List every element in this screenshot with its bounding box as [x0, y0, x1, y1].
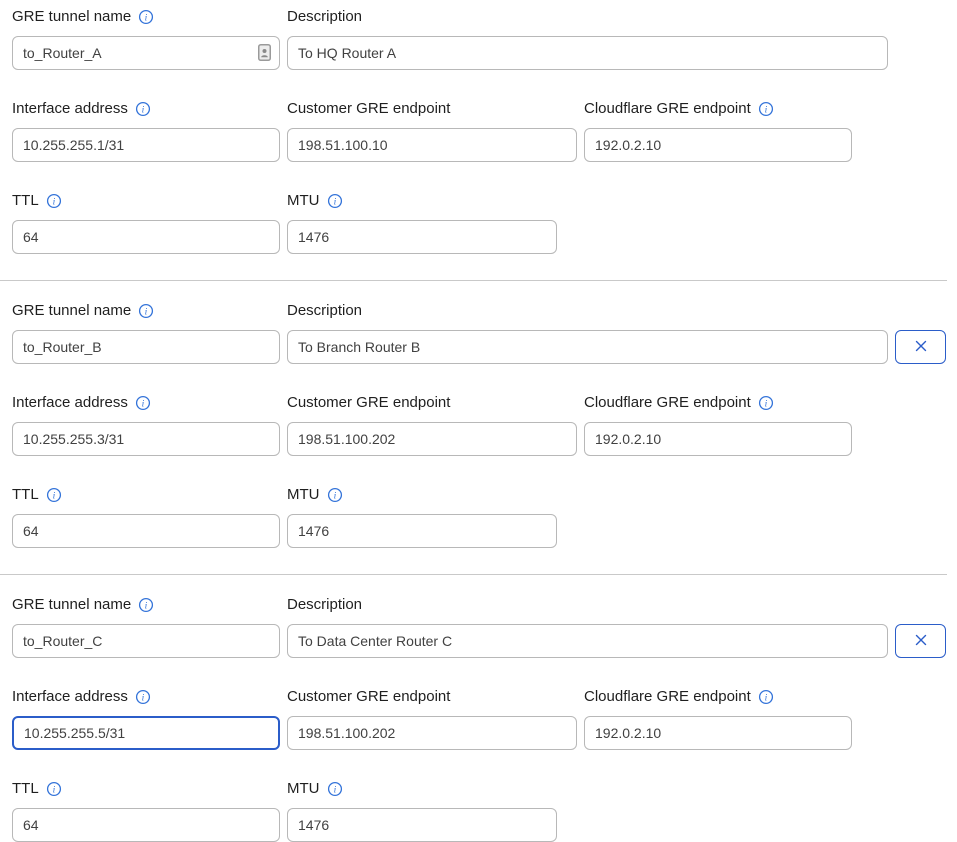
interface-address-label: Interface address — [12, 100, 280, 117]
info-icon[interactable] — [138, 597, 154, 613]
customer-endpoint-input[interactable] — [287, 128, 577, 162]
description-input[interactable] — [287, 36, 888, 70]
cloudflare-endpoint-input[interactable] — [584, 716, 852, 750]
remove-tunnel-button[interactable] — [895, 330, 946, 364]
customer-endpoint-input[interactable] — [287, 716, 577, 750]
tunnel-section-1 — [0, 8, 957, 254]
field-cloudflare-endpoint — [584, 394, 852, 456]
description-label: Description — [287, 302, 363, 319]
info-icon[interactable] — [138, 303, 154, 319]
tunnel-section-2 — [0, 302, 957, 548]
close-icon — [913, 632, 929, 651]
field-description — [287, 302, 957, 364]
info-icon[interactable] — [758, 395, 774, 411]
ttl-input[interactable] — [12, 220, 280, 254]
tunnel-name-label: GRE tunnel name — [12, 8, 280, 25]
customer-endpoint-label: Customer GRE endpoint — [287, 100, 451, 117]
cloudflare-endpoint-label: Cloudflare GRE endpoint — [584, 394, 852, 411]
section-divider — [0, 574, 947, 575]
field-interface-address — [12, 100, 280, 162]
customer-endpoint-label: Customer GRE endpoint — [287, 688, 451, 705]
interface-address-input[interactable] — [12, 128, 280, 162]
field-customer-endpoint — [287, 100, 577, 162]
interface-address-input[interactable] — [12, 422, 280, 456]
tunnel-name-label: GRE tunnel name — [12, 302, 280, 319]
field-cloudflare-endpoint — [584, 100, 852, 162]
tunnel-name-input[interactable] — [12, 330, 280, 364]
field-ttl — [12, 780, 280, 842]
field-description — [287, 596, 957, 658]
interface-address-label: Interface address — [12, 688, 280, 705]
info-icon[interactable] — [327, 781, 343, 797]
info-icon[interactable] — [327, 193, 343, 209]
ttl-label: TTL — [12, 486, 280, 503]
mtu-label: MTU — [287, 780, 557, 797]
info-icon[interactable] — [135, 101, 151, 117]
mtu-label: MTU — [287, 486, 557, 503]
info-icon[interactable] — [135, 395, 151, 411]
info-icon[interactable] — [758, 689, 774, 705]
field-description — [287, 8, 957, 70]
info-icon[interactable] — [46, 781, 62, 797]
field-customer-endpoint — [287, 688, 577, 750]
info-icon[interactable] — [758, 101, 774, 117]
ttl-label: TTL — [12, 192, 280, 209]
cloudflare-endpoint-label: Cloudflare GRE endpoint — [584, 100, 852, 117]
description-label: Description — [287, 8, 363, 25]
mtu-input[interactable] — [287, 220, 557, 254]
interface-address-label: Interface address — [12, 394, 280, 411]
field-mtu — [287, 486, 557, 548]
customer-endpoint-input[interactable] — [287, 422, 577, 456]
description-label: Description — [287, 596, 363, 613]
tunnel-name-input[interactable] — [12, 36, 280, 70]
field-ttl — [12, 192, 280, 254]
ttl-input[interactable] — [12, 808, 280, 842]
mtu-input[interactable] — [287, 808, 557, 842]
cloudflare-endpoint-input[interactable] — [584, 128, 852, 162]
section-divider — [0, 280, 947, 281]
field-tunnel-name — [12, 302, 280, 364]
customer-endpoint-label: Customer GRE endpoint — [287, 394, 451, 411]
info-icon[interactable] — [138, 9, 154, 25]
cloudflare-endpoint-input[interactable] — [584, 422, 852, 456]
field-tunnel-name — [12, 8, 280, 70]
mtu-label: MTU — [287, 192, 557, 209]
field-tunnel-name — [12, 596, 280, 658]
ttl-label: TTL — [12, 780, 280, 797]
cloudflare-endpoint-label: Cloudflare GRE endpoint — [584, 688, 852, 705]
field-customer-endpoint — [287, 394, 577, 456]
info-icon[interactable] — [327, 487, 343, 503]
description-input[interactable] — [287, 624, 888, 658]
info-icon[interactable] — [135, 689, 151, 705]
contact-autofill-icon[interactable] — [258, 44, 271, 61]
close-icon — [913, 338, 929, 357]
ttl-input[interactable] — [12, 514, 280, 548]
remove-tunnel-button[interactable] — [895, 624, 946, 658]
info-icon[interactable] — [46, 193, 62, 209]
field-interface-address — [12, 394, 280, 456]
interface-address-input-focused[interactable] — [12, 716, 280, 750]
tunnel-section-3 — [0, 596, 957, 842]
field-mtu — [287, 780, 557, 842]
field-ttl — [12, 486, 280, 548]
info-icon[interactable] — [46, 487, 62, 503]
description-input[interactable] — [287, 330, 888, 364]
field-interface-address — [12, 688, 280, 750]
field-cloudflare-endpoint — [584, 688, 852, 750]
mtu-input[interactable] — [287, 514, 557, 548]
tunnel-name-label: GRE tunnel name — [12, 596, 280, 613]
tunnel-name-input[interactable] — [12, 624, 280, 658]
field-mtu — [287, 192, 557, 254]
